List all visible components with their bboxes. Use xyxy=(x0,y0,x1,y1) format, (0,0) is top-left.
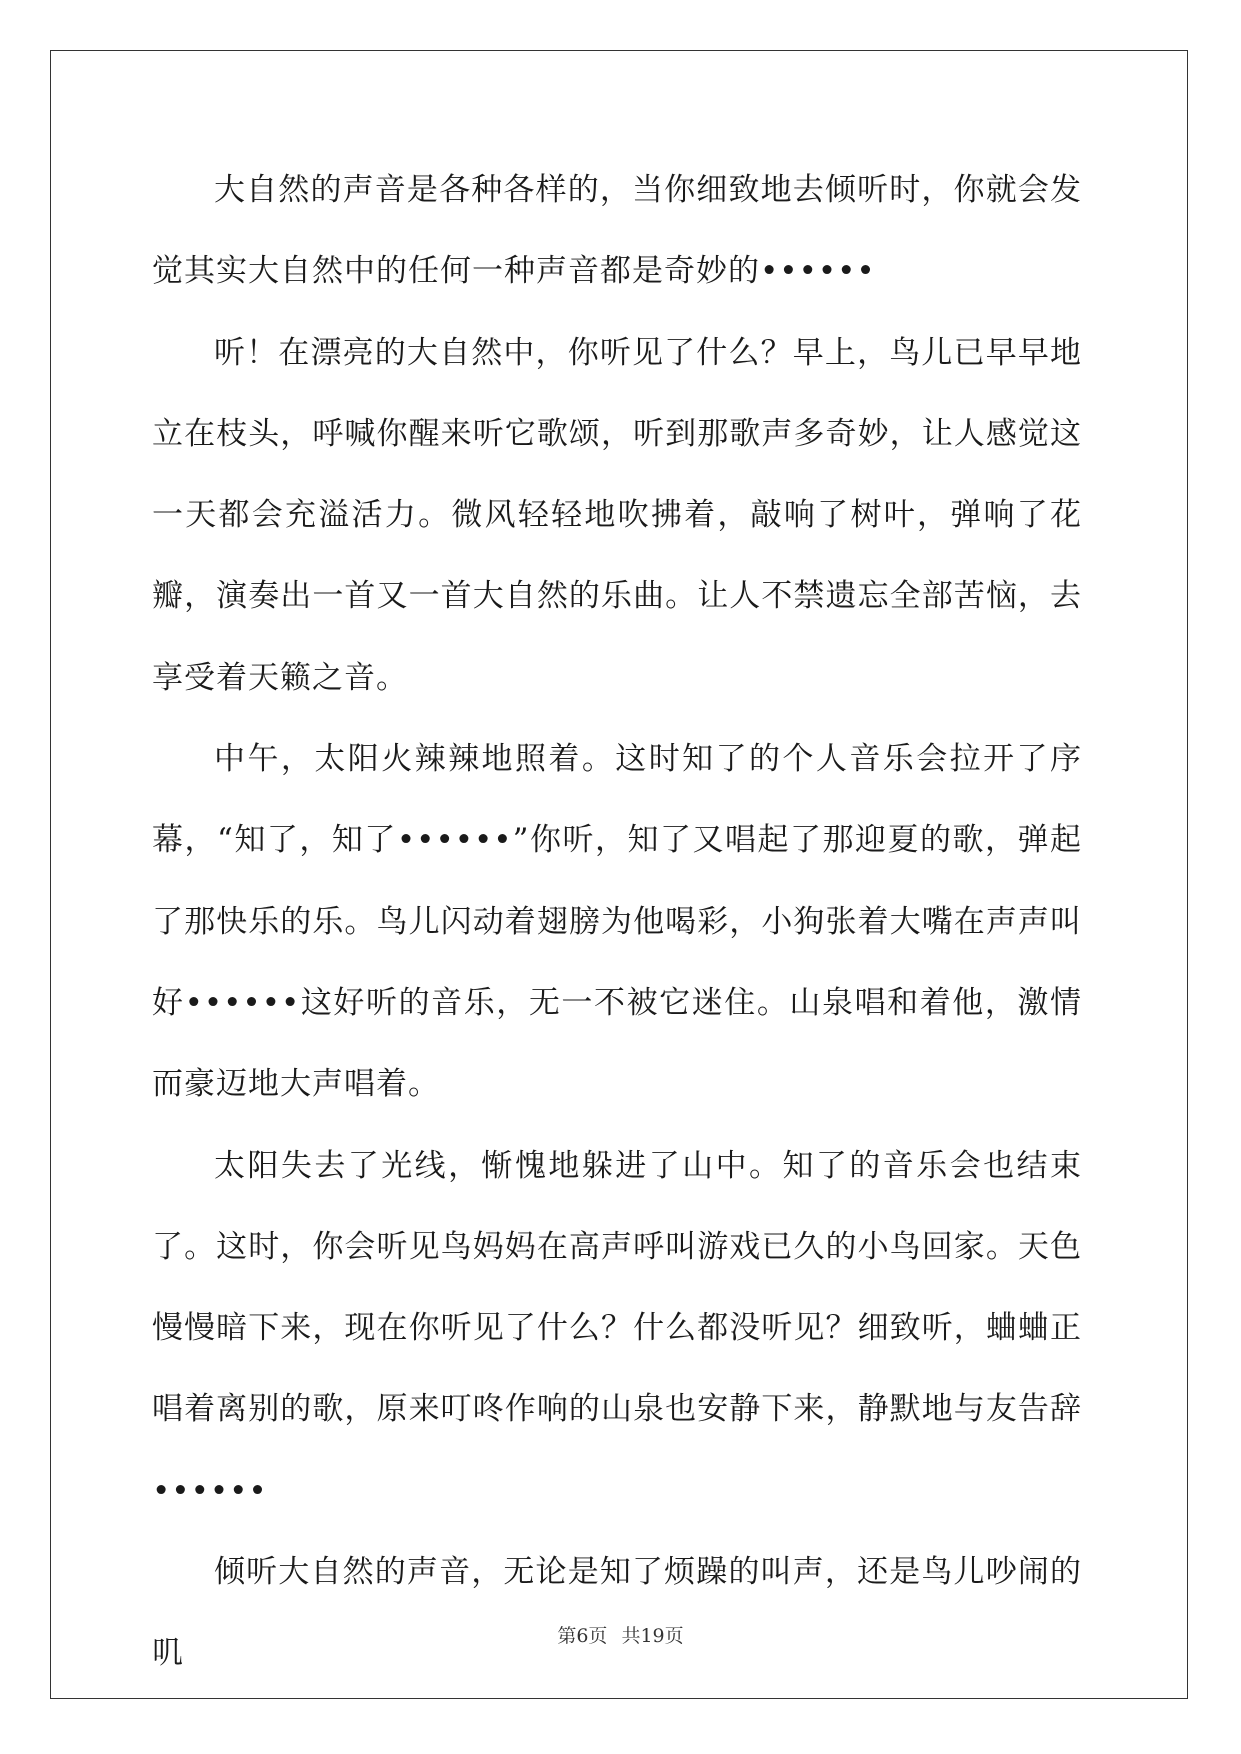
paragraph: 大自然的声音是各种各样的，当你细致地去倾听时，你就会发觉其实大自然中的任何一种声音都是奇妙的•••••• xyxy=(152,172,1082,290)
paragraph: 倾听大自然的声音，无论是知了烦躁的叫声，还是鸟儿吵闹的叽 xyxy=(152,1554,1082,1672)
paragraph: 太阳失去了光线，惭愧地躲进了山中。知了的音乐会也结束了。这时，你会听见鸟妈妈在高声呼叫游戏已久的小鸟回家。天色慢慢暗下来，现在你听见了什么？什么都没听见？细致听，蛐蛐正唱着离别的歌，原来叮咚作响的山泉也安静下来，静默地与友告辞•••••• xyxy=(152,1147,1082,1509)
page-total: 共19页 xyxy=(621,1625,684,1647)
paragraph: 听！在漂亮的大自然中，你听见了什么？早上，鸟儿已早早地立在枝头，呼喊你醒来听它歌颂，听到那歌声多奇妙，让人感觉这一天都会充溢活力。微风轻轻地吹拂着，敲响了树叶，弹响了花瓣，演奏出一首又一首大自然的乐曲。让人不禁遗忘全部苦恼，去享受着天籁之音。 xyxy=(152,334,1082,696)
page-footer xyxy=(0,1621,1241,1648)
page-number: 第6页 xyxy=(557,1625,608,1647)
document-body xyxy=(152,150,1082,1695)
paragraph: 中午，太阳火辣辣地照着。这时知了的个人音乐会拉开了序幕，“知了，知了••••••”你听，知了又唱起了那迎夏的歌，弹起了那快乐的乐。鸟儿闪动着翅膀为他喝彩，小狗张着大嘴在声声叫好••••••这好听的音乐，无一不被它迷住。山泉唱和着他，激情而豪迈地大声唱着。 xyxy=(152,741,1082,1103)
